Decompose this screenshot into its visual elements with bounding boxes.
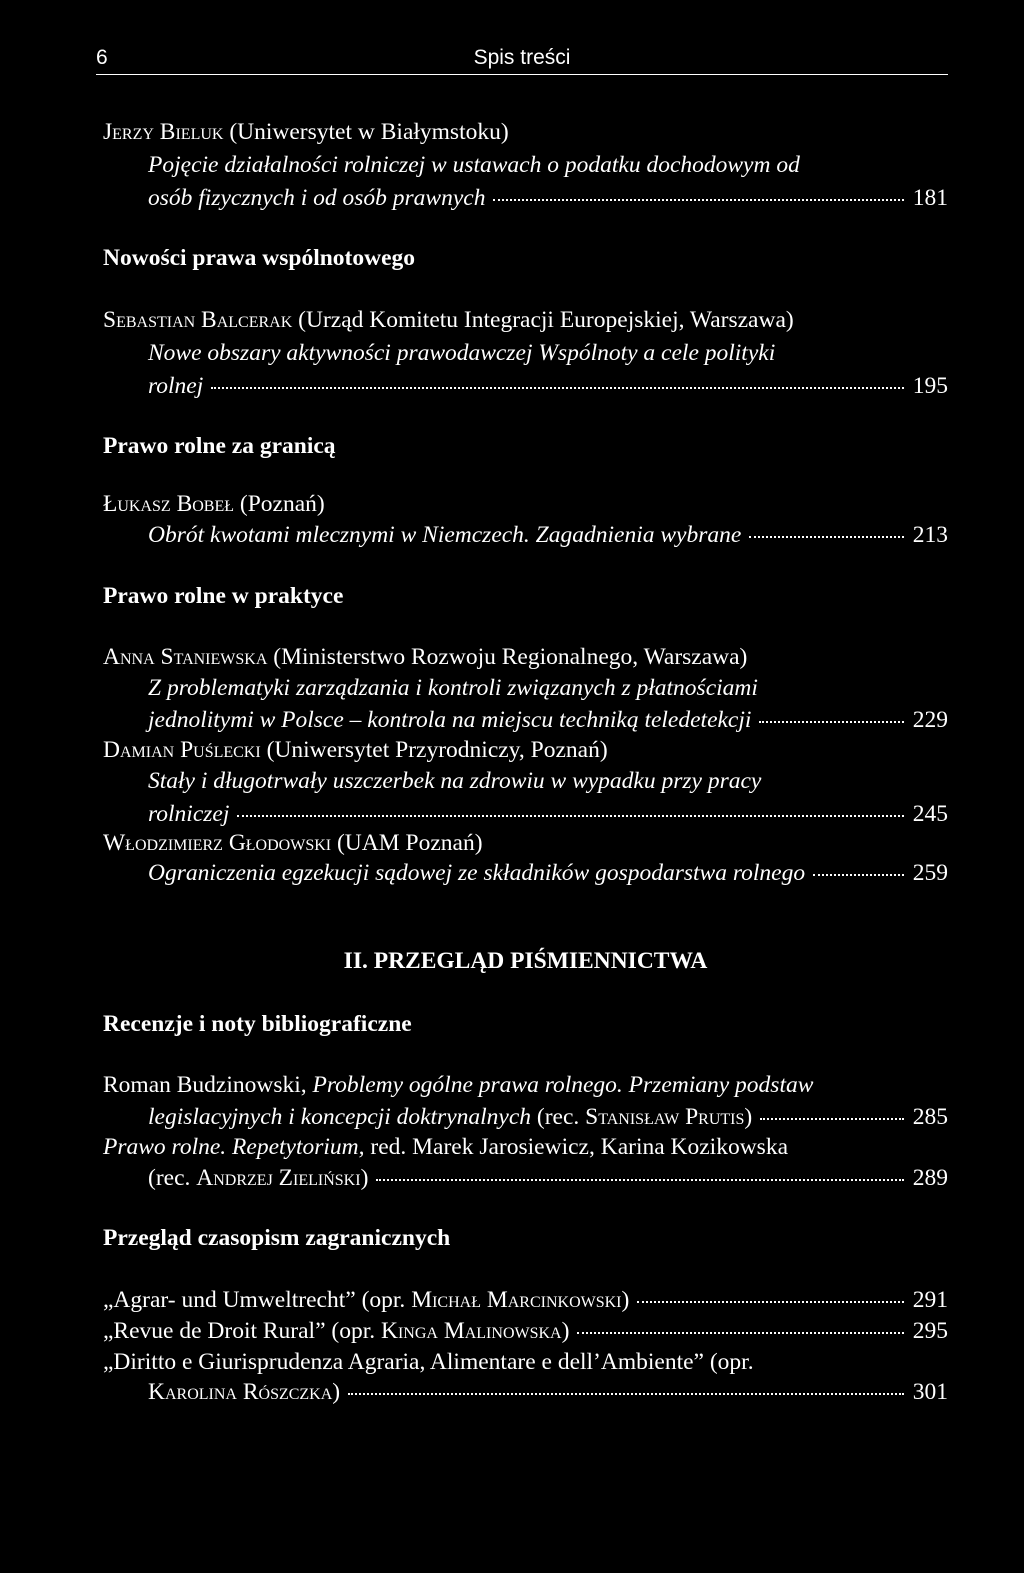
review-text — [148, 1164, 368, 1192]
journal-text — [103, 1286, 629, 1314]
dot-leader — [760, 1118, 904, 1120]
dot-leader — [237, 815, 904, 817]
author-affiliation: (Poznań) — [239, 491, 325, 517]
page-ref: 181 — [912, 185, 948, 211]
reviewer-name: Stanisław Prutis — [585, 1104, 745, 1130]
toc-entry — [148, 859, 948, 887]
section-heading: Przegląd czasopism zagranicznych — [103, 1225, 451, 1251]
dot-leader — [211, 387, 904, 389]
review-line — [103, 1133, 948, 1161]
review-close: ) — [561, 1318, 570, 1344]
book-author: Roman Budzinowski, — [103, 1072, 307, 1098]
journal-title: „Agrar- und Umweltrecht” (opr. — [103, 1287, 406, 1313]
page-ref: 213 — [912, 522, 948, 548]
toc-author-line — [103, 306, 948, 334]
author-affiliation: (Urząd Komitetu Integracji Europejskiej, Warszawa) — [298, 307, 794, 333]
article-title-cont: osób fizycznych i od osób prawnych — [148, 185, 486, 211]
dot-leader — [637, 1301, 904, 1303]
toc-author-line — [103, 118, 948, 146]
toc-entry — [148, 1164, 948, 1192]
dot-leader — [749, 536, 904, 538]
section-heading: Recenzje i noty bibliograficzne — [103, 1011, 412, 1037]
dot-leader — [348, 1393, 904, 1395]
dot-leader — [577, 1332, 904, 1334]
page-ref: 291 — [912, 1287, 948, 1313]
author-name: Damian Puślecki — [103, 737, 261, 763]
article-title: Pojęcie działalności rolniczej w ustawach o podatku dochodowym od — [148, 152, 800, 178]
journal-title: „Revue de Droit Rural” (opr. — [103, 1318, 376, 1344]
reviewer-name: Michał Marcinkowski — [411, 1287, 622, 1313]
page-ref: 295 — [912, 1318, 948, 1344]
page-number: 6 — [96, 46, 108, 69]
section-heading: Prawo rolne w praktyce — [103, 583, 344, 609]
toc-entry — [103, 1317, 948, 1345]
author-name: Anna Staniewska — [103, 644, 268, 670]
toc-entry — [148, 1103, 948, 1131]
review-close: ) — [744, 1104, 753, 1130]
article-title: Z problematyki zarządzania i kontroli związanych z płatnościami — [148, 675, 758, 701]
page-ref: 259 — [912, 860, 948, 886]
article-title: Stały i długotrwały uszczerbek na zdrowiu w wypadku przy pracy — [148, 768, 762, 794]
page-ref: 289 — [912, 1165, 948, 1191]
article-title-cont: rolnej — [148, 373, 204, 399]
page-ref: 229 — [912, 707, 948, 733]
book-title-cont: legislacyjnych i koncepcji doktrynalnych — [148, 1104, 532, 1130]
dot-leader — [493, 199, 904, 201]
toc-entry — [103, 1286, 948, 1314]
section-heading: Nowości prawa wspólnotowego — [103, 245, 416, 271]
dot-leader — [813, 874, 904, 876]
journal-title: „Diritto e Giurisprudenza Agraria, Alimentare e dell’Ambiente” (opr. — [103, 1349, 754, 1375]
author-name: Jerzy Bieluk — [103, 119, 224, 145]
review-close: ) — [332, 1379, 341, 1405]
journal-text — [103, 1317, 569, 1345]
toc-author-line — [103, 490, 948, 518]
article-title-cont: jednolitymi w Polsce – kontrola na miejscu techniką teledetekcji — [148, 707, 752, 733]
toc-entry — [148, 184, 948, 212]
running-title: Spis treści — [473, 46, 571, 69]
author-name: Sebastian Balcerak — [103, 307, 293, 333]
journal-text — [148, 1378, 340, 1406]
book-title: Prawo rolne. Repetytorium, — [103, 1134, 365, 1160]
toc-entry — [148, 1378, 948, 1406]
author-affiliation: (Ministerstwo Rozwoju Regionalnego, Warszawa) — [273, 644, 748, 670]
part-heading: II. PRZEGLĄD PIŚMIENNICTWA — [343, 948, 708, 974]
page-ref: 245 — [912, 801, 948, 827]
toc-body — [103, 0, 948, 1573]
author-affiliation: (Uniwersytet Przyrodniczy, Poznań) — [266, 737, 608, 763]
reviewer-name: Kinga Malinowska — [381, 1318, 562, 1344]
toc-entry — [148, 706, 948, 734]
toc-entry — [148, 521, 948, 549]
page-ref: 285 — [912, 1104, 948, 1130]
toc-author-line — [103, 736, 948, 764]
toc-entry — [148, 800, 948, 828]
article-title-cont: rolniczej — [148, 801, 230, 827]
review-line — [103, 1071, 948, 1099]
book-editors: red. Marek Jarosiewicz, Karina Kozikowska — [370, 1134, 789, 1160]
page-ref: 301 — [912, 1379, 948, 1405]
section-heading: Prawo rolne za granicą — [103, 433, 336, 459]
article-title: Nowe obszary aktywności prawodawczej Wspólnoty a cele polityki — [148, 340, 776, 366]
review-close: ) — [621, 1287, 630, 1313]
review-text — [148, 1103, 752, 1131]
author-name: Włodzimierz Głodowski — [103, 830, 332, 856]
author-name: Łukasz Bobeł — [103, 491, 235, 517]
toc-author-line — [103, 829, 948, 857]
dot-leader — [759, 721, 904, 723]
review-prefix: (rec. — [148, 1165, 191, 1191]
book-title: Problemy ogólne prawa rolnego. Przemiany podstaw — [312, 1072, 814, 1098]
reviewer-name: Andrzej Zieliński — [196, 1165, 361, 1191]
review-close: ) — [360, 1165, 369, 1191]
review-prefix: (rec. — [536, 1104, 580, 1130]
toc-author-line — [103, 643, 948, 671]
page-ref: 195 — [912, 373, 948, 399]
toc-entry — [148, 372, 948, 400]
reviewer-name: Karolina Rószczka — [148, 1379, 333, 1405]
article-title: Obrót kwotami mlecznymi w Niemczech. Zagadnienia wybrane — [148, 522, 742, 548]
author-affiliation: (Uniwersytet w Białymstoku) — [229, 119, 509, 145]
article-title: Ograniczenia egzekucji sądowej ze składników gospodarstwa rolnego — [148, 860, 806, 886]
dot-leader — [376, 1179, 904, 1181]
author-affiliation: (UAM Poznań) — [336, 830, 483, 856]
